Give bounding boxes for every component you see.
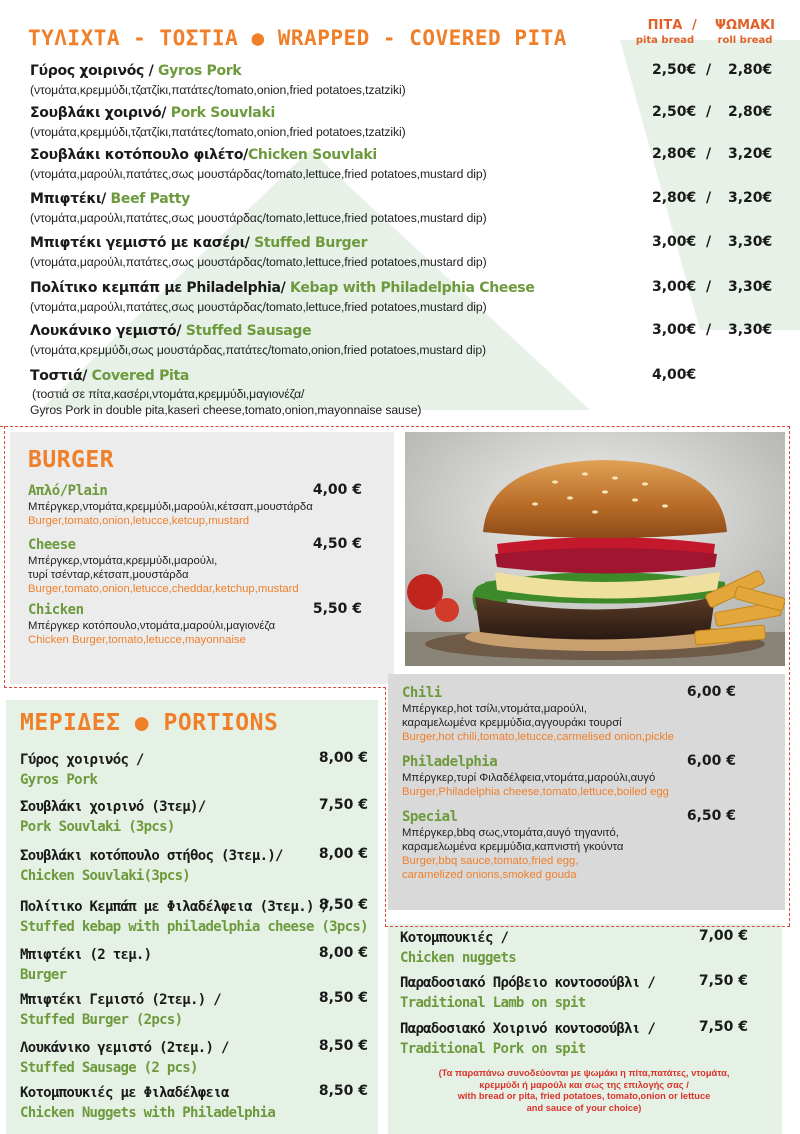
footnote-line: and sauce of your choice) [526, 1102, 642, 1113]
item-name-greek: Γύρος χοιρινός / [30, 63, 158, 79]
portion-name-greek: Μπιφτέκι Γεμιστό (2τεμ.) / [20, 992, 221, 1008]
portion-name-greek: Σουβλάκι κοτόπουλο στήθος (3τεμ.)/ [20, 848, 283, 864]
item-description: (ντομάτα,μαρούλι,πατάτες,σως μουστάρδας/tomato,lettuce,fried potatoes,mustard dip) [30, 300, 487, 314]
burger-photo [405, 432, 785, 666]
bullet-icon: ● [134, 710, 150, 736]
price-separator: / [706, 62, 712, 78]
burger-desc-greek: Μπέργκερ,ντομάτα,κρεμμύδι,μαρούλι,κέτσαπ,μουστάρδα [28, 501, 313, 513]
pita-column-header [630, 18, 700, 46]
portion-name-english: Traditional Pork on spit [400, 1041, 586, 1057]
column-separator: / [692, 18, 697, 33]
portion-name-greek: Γύρος χοιρινός / [20, 752, 144, 768]
item-description: (ντομάτα,κρεμμύδι,τζατζίκι,πατάτες/tomato,onion,fried potatoes,tzatziki) [30, 125, 406, 139]
roll-price: 2,80€ [728, 104, 773, 120]
burger-desc-english: Burger,tomato,onion,letucce,ketcup,mustard [28, 515, 250, 527]
portions-section-title [20, 710, 278, 736]
price-separator: / [706, 104, 712, 120]
portion-item-stuffed-burger [20, 990, 370, 1030]
dashed-divider [0, 426, 790, 427]
portion-name-english: Chicken Nuggets with Philadelphia [20, 1105, 276, 1121]
burger-desc-english: Burger,tomato,onion,letucce,cheddar,ketchup,mustard [28, 583, 299, 595]
portion-name-greek: Κοτομπουκιές / [400, 930, 509, 946]
item-description: (ντομάτα,μαρούλι,πατάτες,σως μουστάρδας/tomato,lettuce,fried potatoes,mustard dip) [30, 255, 487, 269]
bullet-icon: ● [251, 26, 265, 50]
burger-price: 4,50 € [312, 536, 362, 552]
burger-desc-greek: Μπέργκερ,τυρί Φιλαδέλφεια,ντομάτα,μαρούλι,αυγό [402, 772, 656, 784]
burger-desc-greek-2: τυρί τσένταρ,κέτσαπ,μουστάρδα [28, 569, 189, 581]
portion-name-english: Pork Souvlaki (3pcs) [20, 819, 175, 835]
wrap-item-kebap-philadelphia [30, 279, 775, 315]
price-separator: / [706, 234, 712, 250]
pita-price: 3,00€ [652, 322, 697, 338]
roll-price: 3,20€ [728, 190, 773, 206]
dashed-divider [4, 687, 386, 688]
wrap-item-beef-patty [30, 190, 775, 226]
dashed-divider [4, 426, 5, 688]
roll-label-gr: ΨΩΜΑΚΙ [714, 18, 775, 33]
roll-column-header [710, 18, 780, 46]
item-name-greek: Μπιφτέκι/ [30, 191, 111, 207]
wraps-title-english: WRAPPED - COVERED PITA [277, 26, 567, 50]
wrap-item-stuffed-sausage [30, 322, 775, 358]
portion-name-english: Stuffed kebap with philadelphia cheese (3pcs) [20, 919, 368, 935]
burger-desc-greek: Μπέργκερ κοτόπουλο,ντομάτα,μαρούλι,μαγιονέζα [28, 620, 276, 632]
burger-name: Special [402, 809, 458, 825]
roll-price: 3,30€ [728, 234, 773, 250]
wrap-item-chicken-souvlaki [30, 146, 775, 182]
wrap-item-gyros-pork [30, 62, 775, 98]
burger-item-plain [28, 482, 368, 528]
burger-price: 6,00 € [686, 684, 736, 700]
item-name-greek: Σουβλάκι κοτόπουλο φιλέτο/ [30, 147, 248, 163]
pita-label-gr: ΠΙΤΑ [647, 18, 683, 33]
item-name-greek: Πολίτικο κεμπάπ με Philadelphia/ [30, 280, 291, 296]
portion-name-greek: Πολίτικο Κεμπάπ με Φιλαδέλφεια (3τεμ.) / [20, 899, 330, 915]
portion-price: 8,00 € [318, 945, 368, 961]
price-separator: / [706, 146, 712, 162]
portion-name-greek: Μπιφτέκι (2 τεμ.) [20, 947, 152, 963]
footnote-line: with bread or pita, fried potatoes, tomato,onion or lettuce [457, 1091, 711, 1101]
item-name-english: Pork Souvlaki [170, 105, 275, 121]
burger-name: Philadelphia [402, 754, 498, 770]
burger-name: Απλό/Plain [28, 483, 108, 499]
portion-price: 7,00 € [698, 928, 748, 944]
portion-price: 8,50 € [318, 1038, 368, 1054]
pita-price: 2,50€ [652, 62, 697, 78]
footnote-line: κρεμμύδι ή μαρούλι και σως της επιλογής σας / [479, 1079, 689, 1090]
price-separator: / [706, 322, 712, 338]
burger-price: 6,50 € [686, 808, 736, 824]
burger-desc-english: Burger,Philadelphia cheese,tomato,lettuce,boiled egg [402, 786, 669, 798]
pita-price: 3,00€ [652, 234, 697, 250]
item-description: (τοστιά σε πίτα,κασέρι,ντομάτα,κρεμμύδι,μαγιονέζα/ [32, 387, 305, 401]
portion-name-greek: Σουβλάκι χοιρινό (3τεμ)/ [20, 799, 206, 815]
burger-desc-english: Chicken Burger,tomato,letucce,mayonnaise [28, 634, 246, 646]
item-name-english: Chicken Souvlaki [247, 147, 377, 163]
dashed-divider [789, 426, 790, 926]
item-name-greek: Μπιφτέκι γεμιστό με κασέρι/ [30, 235, 255, 251]
burger-name: Chili [402, 685, 442, 701]
portion-item-lamb-spit [400, 973, 750, 1013]
burger-name: Chicken [28, 602, 84, 618]
burger-desc-greek-2: καραμελωμένα κρεμμύδια,καπνιστή γκούντα [402, 841, 624, 853]
burger-item-chicken [28, 601, 368, 647]
item-description: (ντομάτα,κρεμμύδι,τζατζίκι,πατάτες/tomato,onion,fried potatoes,tzatziki) [30, 83, 406, 97]
portion-price: 8,50 € [318, 990, 368, 1006]
portion-price: 8,00 € [318, 846, 368, 862]
roll-price: 3,20€ [728, 146, 773, 162]
burger-price: 5,50 € [312, 601, 362, 617]
portion-name-english: Gyros Pork [20, 772, 98, 788]
portions-title-greek: ΜΕΡΙΔΕΣ [20, 710, 121, 736]
item-description-english: Gyros Pork in double pita,kaseri cheese,tomato,onion,mayonnaise sause) [30, 403, 422, 417]
portion-price: 7,50 € [698, 1019, 748, 1035]
portion-item-nuggets [400, 928, 750, 968]
item-name-greek: Σουβλάκι χοιρινό/ [30, 105, 171, 121]
burger-desc-english: Burger,hot chili,tomato,letucce,carmelised onion,pickle [402, 731, 674, 743]
portion-name-greek: Παραδοσιακό Χοιρινό κοντοσούβλι / [400, 1021, 656, 1037]
pita-price: 3,00€ [652, 279, 697, 295]
portion-name-greek: Λουκάνικο γεμιστό (2τεμ.) / [20, 1040, 229, 1056]
item-name-greek: Λουκάνικο γεμιστό/ [30, 323, 186, 339]
wrap-item-covered-pita [30, 367, 775, 418]
wraps-section-title [28, 26, 567, 50]
roll-price: 3,30€ [728, 322, 773, 338]
roll-price: 2,80€ [728, 62, 773, 78]
pita-price: 2,80€ [652, 190, 697, 206]
portions-title-english: PORTIONS [163, 710, 279, 736]
price-separator: / [706, 190, 712, 206]
portion-name-english: Burger [20, 967, 67, 983]
portion-price: 8,50 € [318, 897, 368, 913]
portion-item-kebap [20, 897, 370, 937]
burger-name: Cheese [28, 537, 76, 553]
portion-price: 8,50 € [318, 1083, 368, 1099]
portion-name-greek: Κοτομπουκιές με Φιλαδέλφεια [20, 1085, 229, 1101]
burger-desc-greek: Μπέργκερ,hot τσίλι,ντομάτα,μαρούλι, [402, 703, 587, 715]
item-name-english: Beef Patty [110, 191, 191, 207]
burger-desc-greek-2: καραμελωμένα κρεμμύδια,αγγουράκι τουρσί [402, 717, 622, 729]
item-name-english: Gyros Pork [157, 63, 242, 79]
portion-item-burger [20, 945, 370, 985]
burger-desc-english-2: caramelized onions,smoked gouda [402, 869, 577, 881]
pita-price: 2,80€ [652, 146, 697, 162]
portion-name-greek: Παραδοσιακό Πρόβειο κοντοσούβλι / [400, 975, 656, 991]
portion-price: 7,50 € [698, 973, 748, 989]
pita-label-en: pita bread [635, 35, 695, 46]
dashed-divider [385, 687, 386, 927]
item-name-english: Stuffed Sausage [185, 323, 312, 339]
portion-price: 7,50 € [318, 797, 368, 813]
roll-price: 3,30€ [728, 279, 773, 295]
burger-item-chili [402, 684, 742, 744]
wrap-item-stuffed-burger [30, 234, 775, 270]
portion-name-english: Chicken Souvlaki(3pcs) [20, 868, 191, 884]
burger-desc-english: Burger,bbq sauce,tomato,fried egg, [402, 855, 579, 867]
item-name-greek: Τοστιά/ [30, 368, 92, 384]
portion-item-gyros [20, 750, 370, 790]
portion-item-nuggets-philadelphia [20, 1083, 370, 1123]
footnote-line: (Τα παραπάνω συνοδεύονται με ψωμάκι η πίτα,πατάτες, ντομάτα, [438, 1068, 730, 1078]
burger-price: 4,00 € [312, 482, 362, 498]
item-name-english: Stuffed Burger [254, 235, 368, 251]
burger-item-cheese [28, 536, 368, 596]
portion-item-pork-spit [400, 1019, 750, 1059]
price-separator: / [706, 279, 712, 295]
portions-footnote [398, 1068, 770, 1114]
item-description: (ντομάτα,κρεμμύδι,σως μουστάρδας,πατάτες/tomato,onion,fried potatoes,mustard dip) [30, 343, 486, 357]
wraps-title-greek: ΤΥΛΙΧΤΑ - ΤΟΣΤΙΑ [28, 26, 239, 50]
pita-price: 2,50€ [652, 104, 697, 120]
burger-desc-greek: Μπέργκερ,bbq σως,ντομάτα,αυγό τηγανιτό, [402, 827, 619, 839]
burger-price: 6,00 € [686, 753, 736, 769]
item-description: (ντομάτα,μαρούλι,πατάτες,σως μουστάρδας/tomato,lettuce,fried potatoes,mustard dip) [30, 167, 487, 181]
portion-name-english: Chicken nuggets [400, 950, 516, 966]
pita-price: 4,00€ [652, 367, 697, 383]
item-name-english: Kebap with Philadelphia Cheese [290, 280, 535, 296]
portion-price: 8,00 € [318, 750, 368, 766]
dashed-divider [385, 926, 790, 927]
portion-name-english: Stuffed Burger (2pcs) [20, 1012, 183, 1028]
portion-name-english: Traditional Lamb on spit [400, 995, 586, 1011]
wrap-item-pork-souvlaki [30, 104, 775, 140]
portion-name-english: Stuffed Sausage (2 pcs) [20, 1060, 198, 1076]
portion-item-chicken-souvlaki [20, 846, 370, 886]
item-name-english: Covered Pita [91, 368, 190, 384]
item-description: (ντομάτα,μαρούλι,πατάτες,σως μουστάρδας/tomato,lettuce,fried potatoes,mustard dip) [30, 211, 487, 225]
burger-image [405, 432, 785, 666]
portion-item-stuffed-sausage [20, 1038, 370, 1078]
burger-desc-greek: Μπέργκερ,ντομάτα,κρεμμύδι,μαρούλι, [28, 555, 218, 567]
burger-section-title: BURGER [28, 447, 115, 473]
burger-item-special [402, 808, 742, 882]
portion-item-pork-souvlaki [20, 797, 370, 837]
burger-item-philadelphia [402, 753, 742, 799]
roll-label-en: roll bread [717, 35, 773, 46]
